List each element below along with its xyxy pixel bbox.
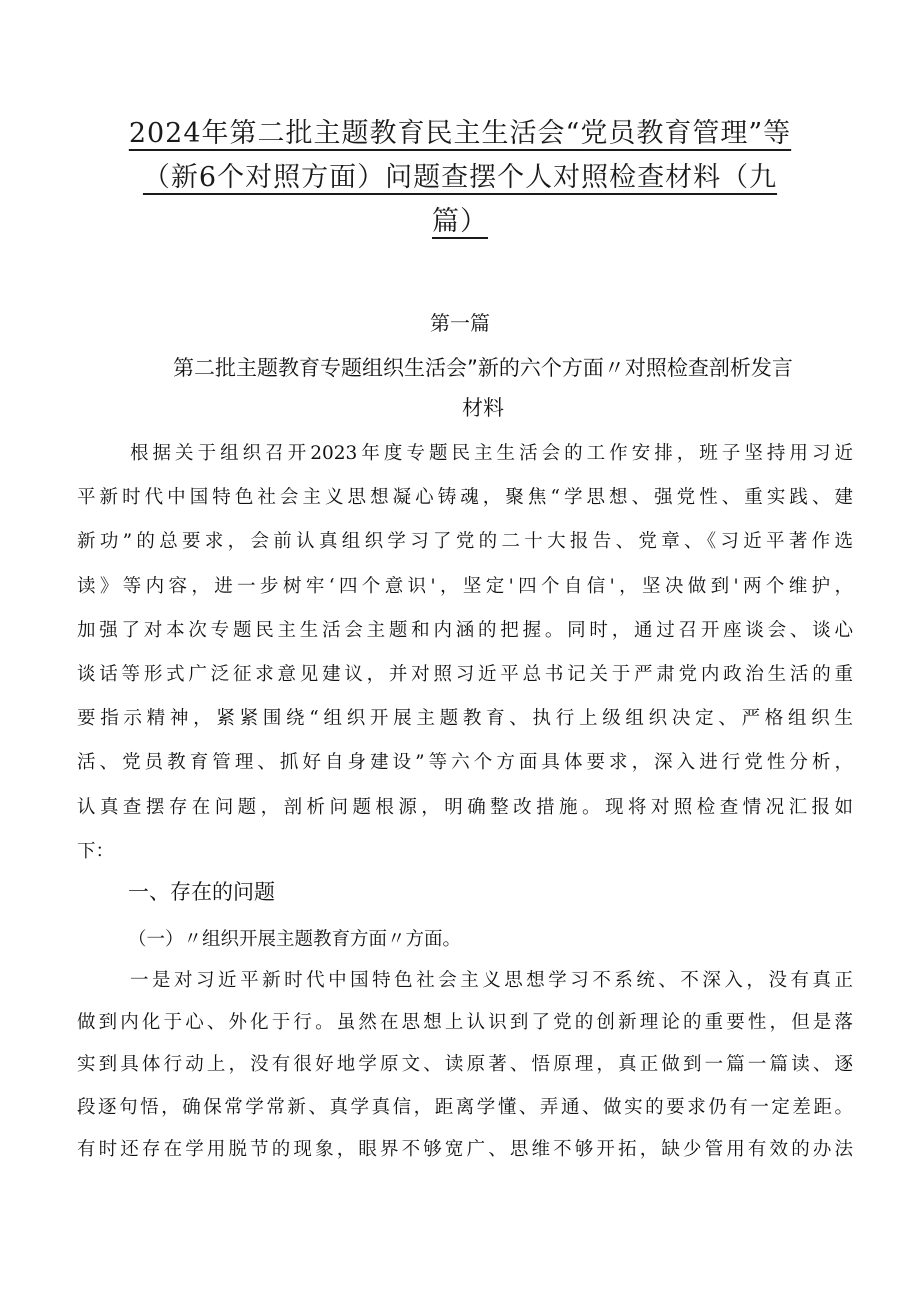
paragraph-line: 做到内化于心、外化于行。虽然在思想上认识到了党的创新理论的重要性，但是落 — [77, 1012, 853, 1034]
section-heading: 一、存在的问题 — [128, 880, 275, 904]
paragraph-line: 根据关于组织召开2023年度专题民主生活会的工作安排，班子坚持用习近 — [130, 443, 853, 464]
subsection-heading: （一）〃组织开展主题教育方面〃方面。 — [128, 929, 462, 950]
paragraph-line: 认真查摆存在问题，剖析问题根源，明确整改措施。现将对照检查情况汇报如 — [77, 796, 853, 818]
paragraph-line: 下： — [77, 840, 115, 862]
paragraph-line: 段逐句悟，确保常学常新、真学真信，距离学懂、弄通、做实的要求仍有一定差距。 — [77, 1096, 853, 1118]
intro-paragraph — [77, 432, 853, 874]
paragraph-line: 要指示精神，紧紧围绕“组织开展主题教育、执行上级组织决定、严格组织生 — [77, 708, 853, 730]
title-line: 2024年第二批主题教育民主生活会“党员教育管理”等 — [128, 118, 792, 149]
document-title — [70, 112, 850, 244]
title-line: （新6个对照方面）问题查摆个人对照检查材料（九 — [142, 162, 778, 193]
paragraph-line: 加强了对本次专题民主生活会主题和内涵的把握。同时，通过召开座谈会、谈心 — [77, 619, 853, 641]
paragraph-line: 平新时代中国特色社会主义思想凝心铸魂，聚焦“学思想、强党性、重实践、建 — [77, 487, 853, 509]
issue-paragraph — [77, 960, 853, 1171]
section-label: 第一篇 — [430, 311, 490, 335]
subtitle-line: 材料 — [462, 396, 504, 420]
paragraph-line: 谈话等形式广泛征求意见建议，并对照习近平总书记关于严肃党内政治生活的重 — [77, 664, 853, 686]
paragraph-line: 读》等内容，进一步树牢‘四个意识'，坚定'四个自信'，坚决做到'两个维护， — [77, 575, 853, 597]
subtitle-line: 第二批主题教育专题组织生活会”新的六个方面〃对照检查剖析发言 — [173, 356, 793, 380]
title-line: 篇） — [432, 206, 488, 237]
paragraph-line: 一是对习近平新时代中国特色社会主义思想学习不系统、不深入，没有真正 — [130, 970, 853, 991]
paragraph-line: 新功”的总要求，会前认真组织学习了党的二十大报告、党章、《习近平著作选 — [77, 531, 853, 553]
article-subtitle — [128, 348, 838, 428]
paragraph-line: 实到具体行动上，没有很好地学原文、读原著、悟原理，真正做到一篇一篇读、逐 — [77, 1054, 853, 1076]
paragraph-line: 有时还存在学用脱节的现象，眼界不够宽广、思维不够开拓，缺少管用有效的办法 — [77, 1138, 853, 1160]
paragraph-line: 活、党员教育管理、抓好自身建设”等六个方面具体要求，深入进行党性分析， — [77, 752, 853, 774]
